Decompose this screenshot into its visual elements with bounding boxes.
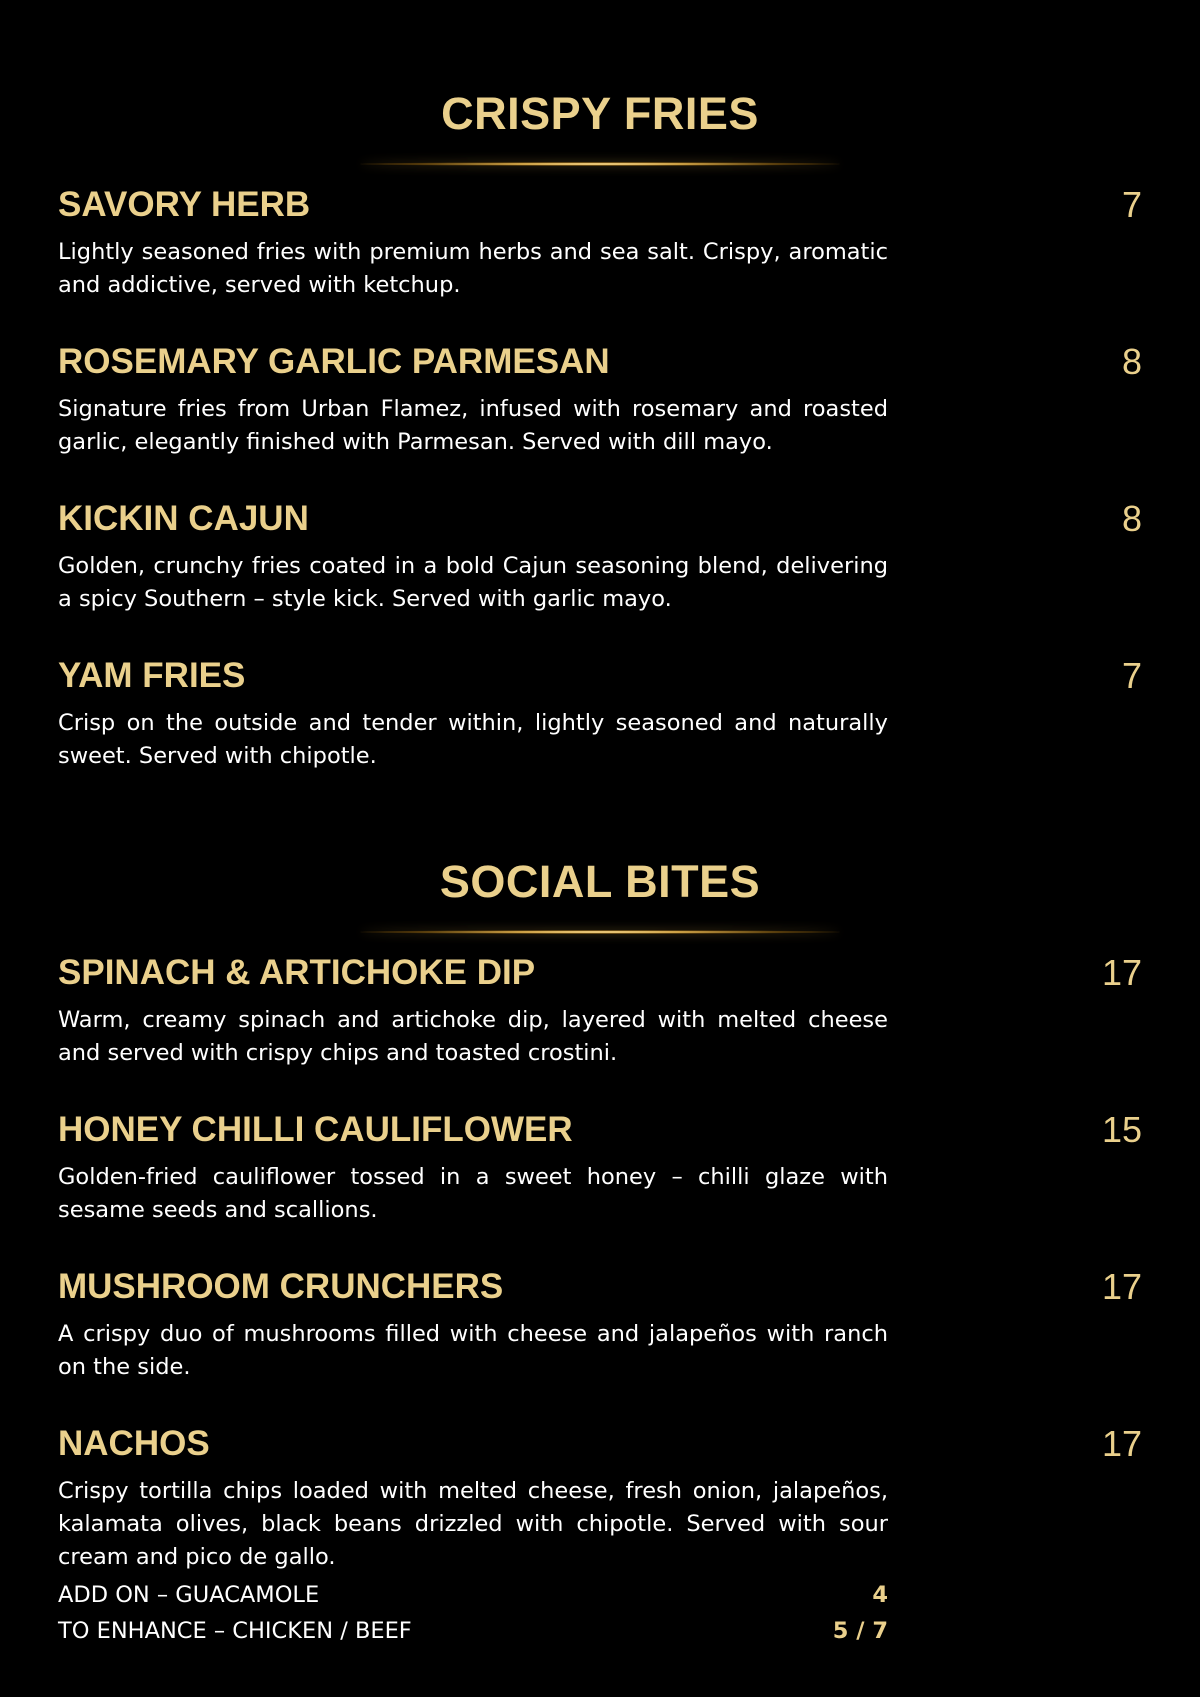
item-price: 17 [1101,952,1142,993]
menu-item-spinach-artichoke-dip [0,952,1200,1102]
item-price: 7 [1121,655,1142,696]
item-description: Golden-fried cauliflower tossed in a sweet honey – chilli glaze with sesame seeds and scallions. [58,1164,888,1223]
item-price: 15 [1101,1109,1142,1150]
addon-label: ADD ON – GUACAMOLE [58,1582,320,1608]
item-description: Crisp on the outside and tender within, lightly seasoned and naturally sweet. Served with chipotle. [58,710,888,769]
item-price: 17 [1101,1423,1142,1464]
item-description: A crispy duo of mushrooms filled with cheese and jalapeños with ranch on the side. [58,1321,888,1380]
item-price: 8 [1121,341,1142,382]
item-price: 8 [1121,498,1142,539]
addon-price: 4 [872,1582,888,1608]
menu-item-yam-fries [0,655,1200,805]
menu-item-savory-herb [0,184,1200,334]
title-divider [360,930,840,934]
item-name: YAM FRIES [58,656,246,695]
addon-guacamole [58,1578,888,1612]
item-description: Signature fries from Urban Flamez, infused with rosemary and roasted garlic, elegantly finished with Parmesan. Served with dill mayo. [58,396,888,455]
addon-price: 5 / 7 [832,1618,888,1644]
item-price: 17 [1101,1266,1142,1307]
menu-item-honey-chilli-cauliflower [0,1109,1200,1259]
section-title-social-bites: SOCIAL BITES [439,856,761,907]
menu-item-rosemary-garlic-parmesan [0,341,1200,491]
section-title-crispy-fries: CRISPY FRIES [441,88,759,139]
item-name: KICKIN CAJUN [58,499,309,538]
item-name: ROSEMARY GARLIC PARMESAN [58,342,610,381]
menu-item-mushroom-crunchers [0,1266,1200,1416]
item-price: 7 [1121,184,1142,225]
menu-item-kickin-cajun [0,498,1200,648]
item-description: Crispy tortilla chips loaded with melted cheese, fresh onion, jalapeños, kalamata olives, black beans drizzled with chipotle. Served with sour cream and pico de gallo. [58,1478,888,1570]
item-name: SAVORY HERB [58,185,311,224]
addon-chicken-beef [58,1614,888,1648]
title-divider [360,162,840,166]
item-name: SPINACH & ARTICHOKE DIP [58,953,536,992]
item-description: Lightly seasoned fries with premium herbs and sea salt. Crispy, aromatic and addictive, served with ketchup. [58,239,888,298]
addon-label: TO ENHANCE – CHICKEN / BEEF [58,1618,412,1644]
item-name: NACHOS [58,1424,210,1463]
item-name: MUSHROOM CRUNCHERS [58,1267,504,1306]
item-description: Golden, crunchy fries coated in a bold Cajun seasoning blend, delivering a spicy Southern – style kick. Served with garlic mayo. [58,553,888,612]
item-name: HONEY CHILLI CAULIFLOWER [58,1110,573,1149]
menu-item-nachos [0,1423,1200,1573]
item-description: Warm, creamy spinach and artichoke dip, layered with melted cheese and served with crispy chips and toasted crostini. [58,1007,888,1066]
